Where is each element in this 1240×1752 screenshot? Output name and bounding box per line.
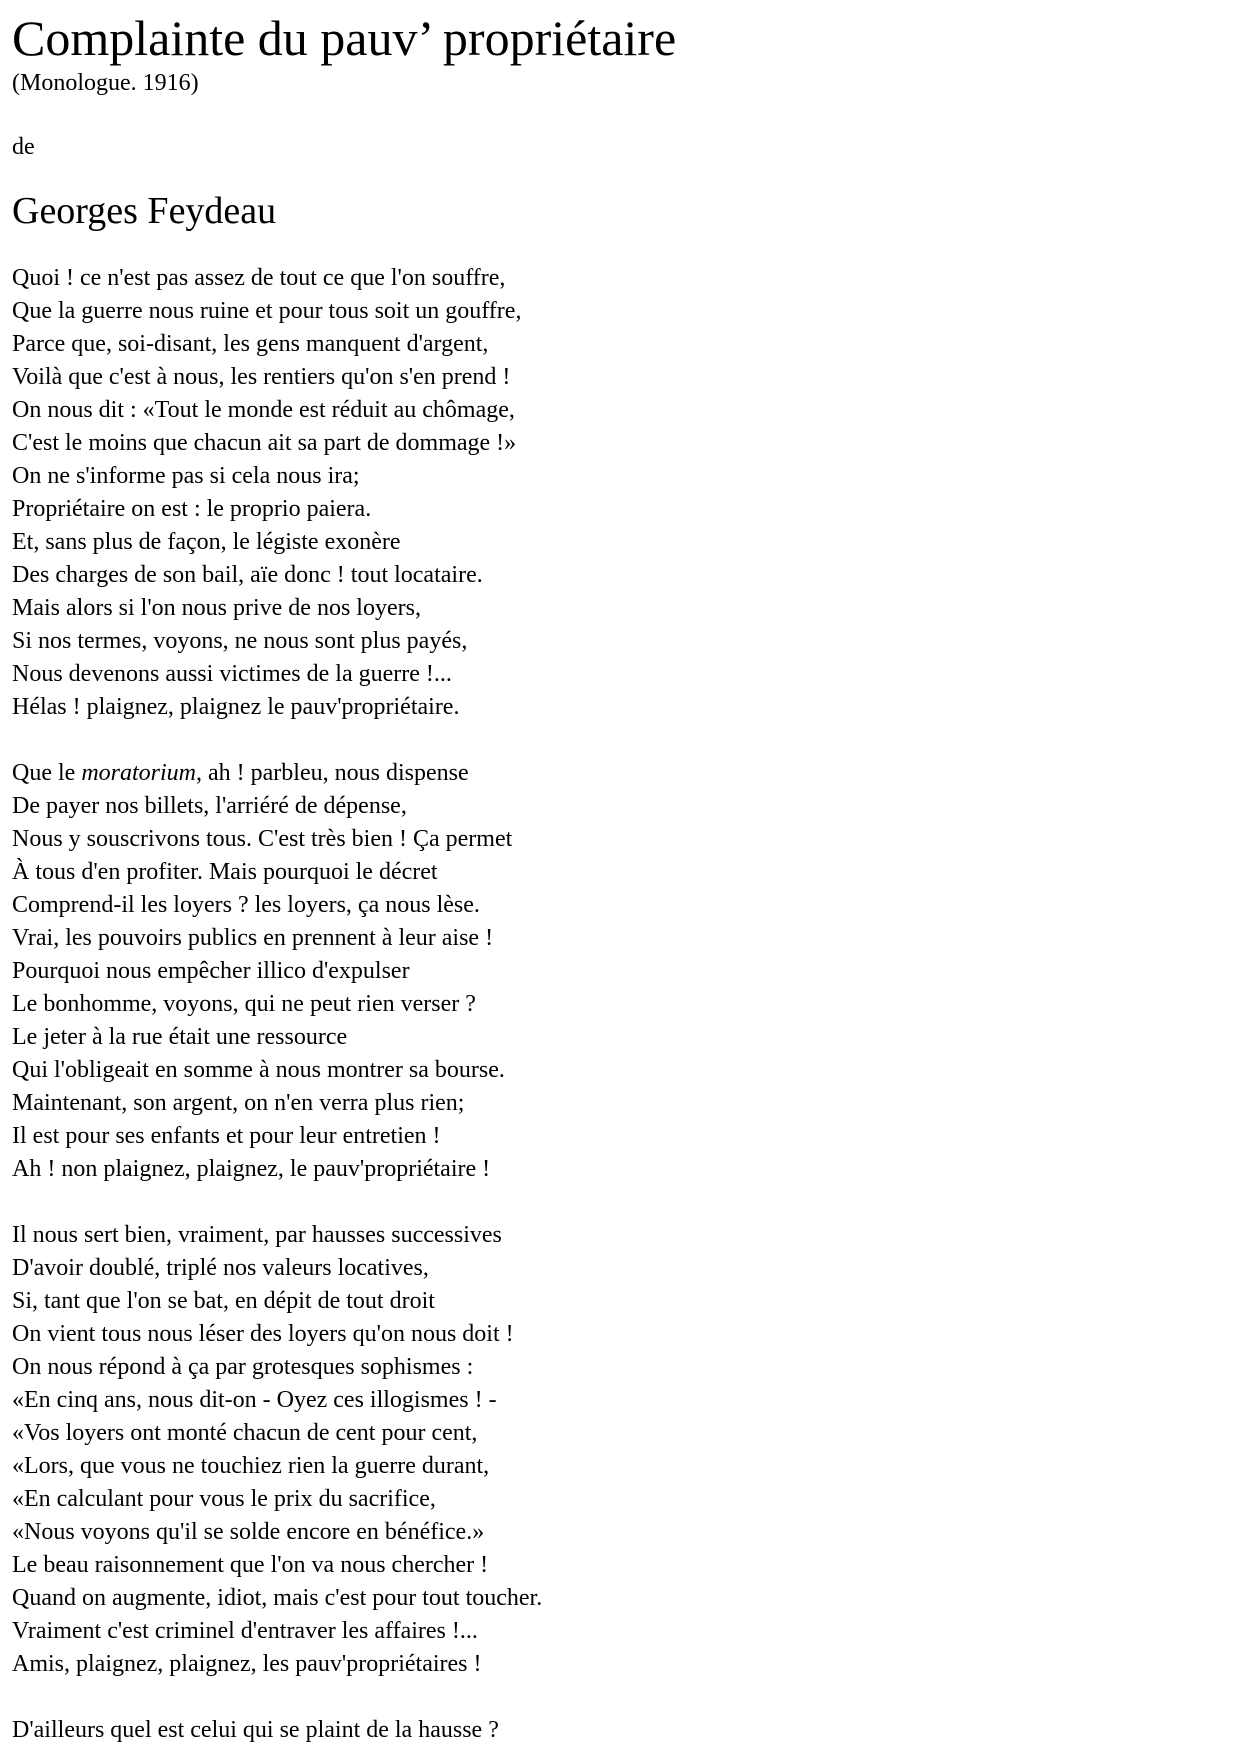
poem-line: Hélas ! plaignez, plaignez le pauv'propriétaire. <box>12 694 460 720</box>
poem-line: Propriétaire on est : le proprio paiera. <box>12 496 372 522</box>
poem-line: «Lors, que vous ne touchiez rien la guerre durant, <box>12 1453 490 1479</box>
poem-line: À tous d'en profiter. Mais pourquoi le décret <box>12 859 438 885</box>
poem-body <box>12 262 1240 1747</box>
poem-line: On vient tous nous léser des loyers qu'on nous doit ! <box>12 1321 514 1347</box>
poem-line: Vraiment c'est criminel d'entraver les affaires !... <box>12 1618 478 1644</box>
stanza-4 <box>12 1714 1240 1747</box>
poem-line: Parce que, soi-disant, les gens manquent d'argent, <box>12 331 489 357</box>
emphasized-word: moratorium <box>81 760 196 786</box>
poem-line: On nous répond à ça par grotesques sophismes : <box>12 1354 474 1380</box>
poem-line: C'est le moins que chacun ait sa part de dommage !» <box>12 430 517 456</box>
stanza-1 <box>12 262 1240 724</box>
poem-line: Ah ! non plaignez, plaignez, le pauv'propriétaire ! <box>12 1156 491 1182</box>
poem-line: On nous dit : «Tout le monde est réduit au chômage, <box>12 397 515 423</box>
poem-line: Amis, plaignez, plaignez, les pauv'propriétaires ! <box>12 1651 482 1677</box>
poem-line: «En cinq ans, nous dit-on - Oyez ces illogismes ! - <box>12 1387 497 1413</box>
poem-line: Et, sans plus de façon, le légiste exonère <box>12 529 401 555</box>
poem-line: Le jeter à la rue était une ressource <box>12 1024 348 1050</box>
byline: de <box>12 134 35 160</box>
poem-line: De payer nos billets, l'arriéré de dépense, <box>12 793 407 819</box>
poem-line: Maintenant, son argent, on n'en verra plus rien; <box>12 1090 465 1116</box>
poem-line-with-emphasis <box>12 757 1240 790</box>
poem-line: «En calculant pour vous le prix du sacrifice, <box>12 1486 436 1512</box>
line-text-before: Que le <box>12 760 82 786</box>
poem-line: «Vos loyers ont monté chacun de cent pour cent, <box>12 1420 478 1446</box>
poem-line: Le beau raisonnement que l'on va nous chercher ! <box>12 1552 489 1578</box>
stanza-3 <box>12 1219 1240 1681</box>
poem-line: Des charges de son bail, aïe donc ! tout locataire. <box>12 562 483 588</box>
poem-line: Quoi ! ce n'est pas assez de tout ce que l'on souffre, <box>12 265 506 291</box>
poem-line: «Nous voyons qu'il se solde encore en bénéfice.» <box>12 1519 485 1545</box>
poem-line: Nous y souscrivons tous. C'est très bien ! Ça permet <box>12 826 513 852</box>
poem-line: Il est pour ses enfants et pour leur entretien ! <box>12 1123 441 1149</box>
author-name: Georges Feydeau <box>12 190 277 232</box>
poem-line: Pourquoi nous empêcher illico d'expulser <box>12 958 410 984</box>
poem-line: D'ailleurs quel est celui qui se plaint de la hausse ? <box>12 1717 499 1743</box>
poem-line: Si, tant que l'on se bat, en dépit de tout droit <box>12 1288 435 1314</box>
poem-line: Qui l'obligeait en somme à nous montrer sa bourse. <box>12 1057 505 1083</box>
poem-line: Le bonhomme, voyons, qui ne peut rien verser ? <box>12 991 476 1017</box>
line-text-after: , ah ! parbleu, nous dispense <box>196 760 469 786</box>
poem-line: Il nous sert bien, vraiment, par hausses successives <box>12 1222 502 1248</box>
poem-line: Si nos termes, voyons, ne nous sont plus payés, <box>12 628 468 654</box>
poem-line: On ne s'informe pas si cela nous ira; <box>12 463 360 489</box>
poem-line: D'avoir doublé, triplé nos valeurs locatives, <box>12 1255 429 1281</box>
poem-line: Quand on augmente, idiot, mais c'est pour tout toucher. <box>12 1585 543 1611</box>
subtitle: (Monologue. 1916) <box>12 70 199 96</box>
poem-line: Vrai, les pouvoirs publics en prennent à leur aise ! <box>12 925 494 951</box>
poem-line: Voilà que c'est à nous, les rentiers qu'on s'en prend ! <box>12 364 511 390</box>
stanza-2 <box>12 757 1240 1186</box>
poem-line: Nous devenons aussi victimes de la guerre !... <box>12 661 452 687</box>
page-title: Complainte du pauv’ propriétaire <box>12 10 677 66</box>
poem-line: Mais alors si l'on nous prive de nos loyers, <box>12 595 421 621</box>
poem-line: Que la guerre nous ruine et pour tous soit un gouffre, <box>12 298 522 324</box>
poem-line: Comprend-il les loyers ? les loyers, ça nous lèse. <box>12 892 480 918</box>
